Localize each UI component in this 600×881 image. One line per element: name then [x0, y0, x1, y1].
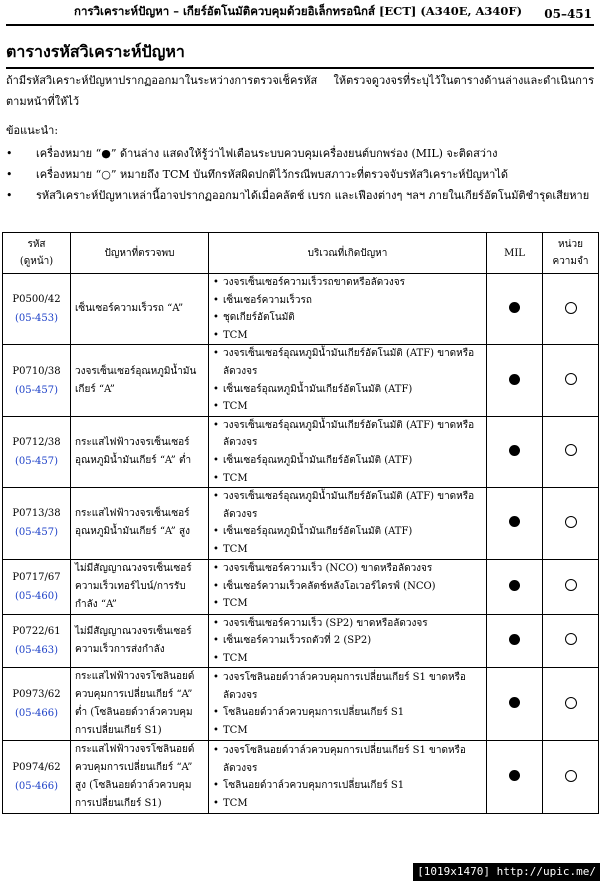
header-mil: MIL [487, 233, 543, 274]
note-item: • เครื่องหมาย “●” ด้านล่าง แสดงให้รู้ว่าไฟเตือนระบบควบคุมเครื่องยนต์บกพร่อง (MIL) จะติดสว่าง [6, 143, 594, 164]
header-memory-line1: หน่วย [558, 239, 583, 250]
page-ref-link[interactable]: (05-466) [15, 781, 58, 793]
header-problem: ปัญหาที่ตรวจพบ [71, 233, 209, 274]
filled-circle-icon [509, 580, 520, 591]
page-ref-link[interactable]: (05-457) [15, 384, 58, 396]
area-item: • เซ็นเซอร์อุณหภูมิน้ำมันเกียร์อัตโนมัติ (ATF) [212, 381, 483, 399]
filled-circle-icon [509, 445, 520, 456]
memory-cell [543, 614, 599, 668]
dtc-code-cell [3, 416, 71, 487]
hollow-circle-icon [565, 302, 577, 314]
page-ref-link[interactable]: (05-466) [15, 708, 58, 720]
header-code-line1: รหัส [27, 239, 46, 250]
memory-cell [543, 345, 599, 416]
header-code-line2: (ดูหน้า) [19, 256, 54, 267]
dtc-code-cell [3, 559, 71, 614]
area-cell [209, 274, 487, 345]
dtc-code-cell [3, 668, 71, 741]
dtc-code: P0500/42 [12, 294, 61, 306]
hollow-circle-icon [565, 373, 577, 385]
filled-circle-icon [509, 302, 520, 313]
problem-cell: กระแสไฟฟ้าวงจรโซลินอยด์ควบคุมการเปลี่ยนเกียร์ “A” ต่ำ (โซลินอยด์วาล์วควบคุมการเปลี่ยนเกียร์ S1) [71, 668, 209, 741]
area-item: • วงจรเซ็นเซอร์อุณหภูมิน้ำมันเกียร์อัตโนมัติ (ATF) ขาดหรือลัดวงจร [212, 488, 483, 523]
table-header-row [3, 233, 599, 274]
area-cell [209, 488, 487, 559]
dtc-code: P0710/38 [12, 365, 61, 377]
dtc-code: P0974/62 [12, 762, 61, 774]
area-item: • TCM [212, 722, 483, 740]
filled-circle-icon [509, 697, 520, 708]
header-area: บริเวณที่เกิดปัญหา [209, 233, 487, 274]
hollow-circle-icon [565, 633, 577, 645]
area-item: • วงจรโซลินอยด์วาล์วควบคุมการเปลี่ยนเกียร์ S1 ขาดหรือลัดวงจร [212, 669, 483, 704]
note-label: ข้อแนะนำ: [6, 124, 59, 137]
page-ref-link[interactable]: (05-457) [15, 527, 58, 539]
area-item: • TCM [212, 541, 483, 559]
table-row [3, 274, 599, 345]
area-item: • วงจรเซ็นเซอร์อุณหภูมิน้ำมันเกียร์อัตโนมัติ (ATF) ขาดหรือลัดวงจร [212, 417, 483, 452]
hollow-circle-icon [565, 444, 577, 456]
problem-cell: กระแสไฟฟ้าวงจรโซลินอยด์ควบคุมการเปลี่ยนเกียร์ “A” สูง (โซลินอยด์วาล์วควบคุมการเปลี่ยนเกียร์ S1) [71, 741, 209, 814]
mil-cell [487, 559, 543, 614]
page-ref-link[interactable]: (05-460) [15, 590, 58, 602]
mil-cell [487, 345, 543, 416]
area-item: • TCM [212, 595, 483, 613]
table-row [3, 614, 599, 668]
table-row [3, 668, 599, 741]
area-item: • โซลินอยด์วาล์วควบคุมการเปลี่ยนเกียร์ S1 [212, 777, 483, 795]
dtc-code: P0712/38 [12, 436, 61, 448]
problem-cell: ไม่มีสัญญาณวงจรเซ็นเซอร์ความเร็วการส่งกำลัง [71, 614, 209, 668]
area-cell [209, 614, 487, 668]
area-item: • เซ็นเซอร์ความเร็วคลัตช์หลังโอเวอร์ไดรฟ์ (NCO) [212, 578, 483, 596]
area-item: • TCM [212, 327, 483, 345]
area-item: • โซลินอยด์วาล์วควบคุมการเปลี่ยนเกียร์ S1 [212, 704, 483, 722]
filled-circle-icon [509, 516, 520, 527]
section-title: ตารางรหัสวิเคราะห์ปัญหา [6, 40, 594, 69]
header-memory [543, 233, 599, 274]
table-row [3, 741, 599, 814]
page-ref-link[interactable]: (05-453) [15, 313, 58, 325]
dtc-code: P0717/67 [12, 571, 61, 583]
mil-cell [487, 668, 543, 741]
hollow-circle-icon [565, 770, 577, 782]
dtc-table [2, 232, 599, 814]
area-item: • ชุดเกียร์อัตโนมัติ [212, 309, 483, 327]
dtc-code-cell [3, 345, 71, 416]
header-code [3, 233, 71, 274]
page-header [6, 0, 594, 26]
area-item: • TCM [212, 398, 483, 416]
problem-cell: ไม่มีสัญญาณวงจรเซ็นเซอร์ความเร็วเทอร์ไบน์/การรับกำลัง “A” [71, 559, 209, 614]
table-row [3, 488, 599, 559]
page-ref-link[interactable]: (05-457) [15, 455, 58, 467]
area-item: • เซ็นเซอร์อุณหภูมิน้ำมันเกียร์อัตโนมัติ (ATF) [212, 523, 483, 541]
header-memory-line2: ความจำ [552, 256, 589, 267]
area-item: • เซ็นเซอร์ความเร็วรถ [212, 292, 483, 310]
memory-cell [543, 559, 599, 614]
area-item: • วงจรเซ็นเซอร์ความเร็ว (NCO) ขาดหรือลัดวงจร [212, 560, 483, 578]
image-host-watermark: [1019x1470] http://upic.me/ [413, 863, 600, 881]
note-item: • รหัสวิเคราะห์ปัญหาเหล่านี้อาจปรากฏออกมาได้เมื่อคลัตช์ เบรก และเฟืองต่างๆ ฯลฯ ภายในเกียร์อัตโนมัติชำรุดเสียหาย [6, 185, 594, 206]
problem-cell: เซ็นเซอร์ความเร็วรถ “A” [71, 274, 209, 345]
memory-cell [543, 274, 599, 345]
area-item: • TCM [212, 470, 483, 488]
mil-cell [487, 614, 543, 668]
area-item: • วงจรเซ็นเซอร์อุณหภูมิน้ำมันเกียร์อัตโนมัติ (ATF) ขาดหรือลัดวงจร [212, 345, 483, 380]
area-cell [209, 741, 487, 814]
mil-cell [487, 274, 543, 345]
dtc-code-cell [3, 741, 71, 814]
dtc-code: P0973/62 [12, 689, 61, 701]
area-cell [209, 668, 487, 741]
filled-circle-icon [509, 634, 520, 645]
hollow-circle-icon [565, 579, 577, 591]
memory-cell [543, 488, 599, 559]
area-cell [209, 345, 487, 416]
area-item: • เซ็นเซอร์ความเร็วรถตัวที่ 2 (SP2) [212, 632, 483, 650]
problem-cell: กระแสไฟฟ้าวงจรเซ็นเซอร์อุณหภูมิน้ำมันเกียร์ “A” ต่ำ [71, 416, 209, 487]
note-item: • เครื่องหมาย “○” หมายถึง TCM บันทึกรหัสผิดปกติไว้กรณีพบสภาวะที่ตรวจจับรหัสวิเคราะห์ปัญหาได้ [6, 164, 594, 185]
area-cell [209, 559, 487, 614]
dtc-code: P0713/38 [12, 508, 61, 520]
dtc-code-cell [3, 488, 71, 559]
memory-cell [543, 668, 599, 741]
notes-list [6, 143, 594, 206]
mil-cell [487, 741, 543, 814]
area-cell [209, 416, 487, 487]
mil-cell [487, 416, 543, 487]
hollow-circle-icon [565, 516, 577, 528]
intro-paragraph: ถ้ามีรหัสวิเคราะห์ปัญหาปรากฏออกมาในระหว่างการตรวจเช็ครหัส ให้ตรวจดูวงจรที่ระบุไว้ในตารางด้านล่างและดำเนินการตามหน้าที่ให้ไว้ [6, 74, 594, 108]
page-number: 05–451 [544, 7, 592, 21]
dtc-code-cell [3, 274, 71, 345]
mil-cell [487, 488, 543, 559]
hollow-circle-icon [565, 697, 577, 709]
dtc-code-cell [3, 614, 71, 668]
memory-cell [543, 741, 599, 814]
area-item: • วงจรเซ็นเซอร์ความเร็ว (SP2) ขาดหรือลัดวงจร [212, 615, 483, 633]
table-row [3, 559, 599, 614]
area-item: • เซ็นเซอร์อุณหภูมิน้ำมันเกียร์อัตโนมัติ (ATF) [212, 452, 483, 470]
table-row [3, 416, 599, 487]
header-title: การวิเคราะห์ปัญหา – เกียร์อัตโนมัติควบคุมด้วยอิเล็กทรอนิกส์ [ECT] (A340E, A340F) [74, 4, 523, 18]
memory-cell [543, 416, 599, 487]
dtc-code: P0722/61 [12, 625, 61, 637]
filled-circle-icon [509, 374, 520, 385]
problem-cell: วงจรเซ็นเซอร์อุณหภูมิน้ำมันเกียร์ “A” [71, 345, 209, 416]
filled-circle-icon [509, 770, 520, 781]
table-row [3, 345, 599, 416]
problem-cell: กระแสไฟฟ้าวงจรเซ็นเซอร์อุณหภูมิน้ำมันเกียร์ “A” สูง [71, 488, 209, 559]
area-item: • TCM [212, 650, 483, 668]
page-ref-link[interactable]: (05-463) [15, 644, 58, 656]
area-item: • วงจรโซลินอยด์วาล์วควบคุมการเปลี่ยนเกียร์ S1 ขาดหรือลัดวงจร [212, 742, 483, 777]
area-item: • TCM [212, 795, 483, 813]
area-item: • วงจรเซ็นเซอร์ความเร็วรถขาดหรือลัดวงจร [212, 274, 483, 292]
